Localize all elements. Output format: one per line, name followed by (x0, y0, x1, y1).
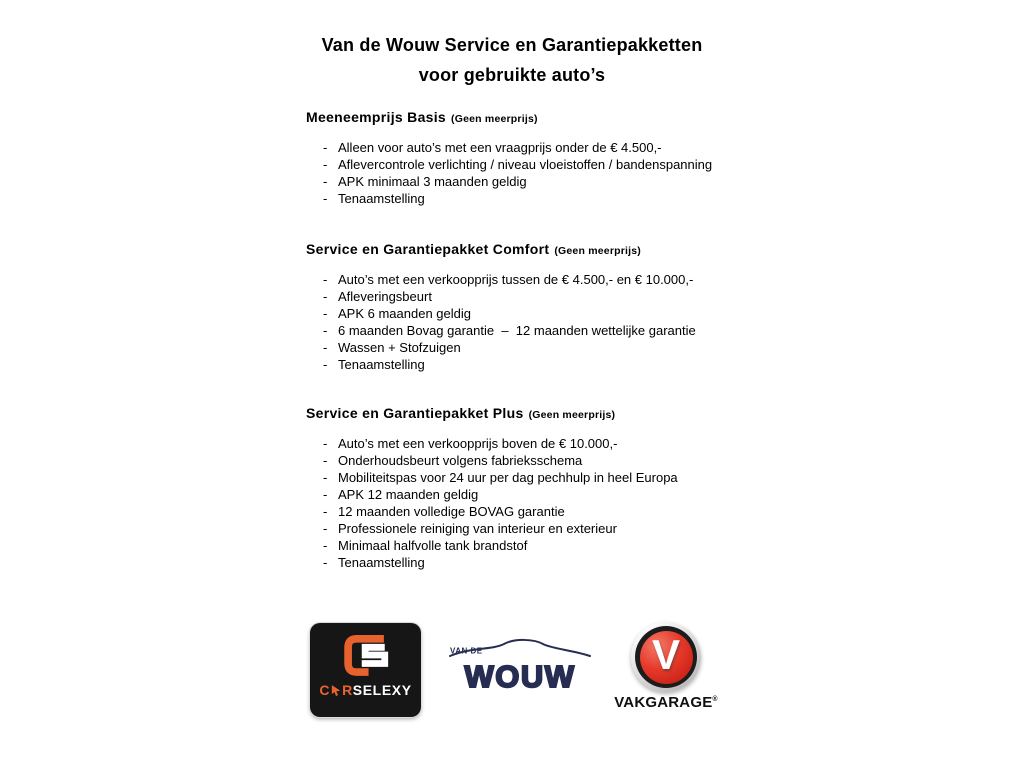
carselexy-logo (310, 623, 421, 717)
list-item: - Tenaamstelling (306, 190, 746, 207)
section-heading (306, 108, 746, 128)
logo-row (306, 620, 718, 720)
list-item: - Mobiliteitspas voor 24 uur per dag pechhulp in heel Europa (306, 469, 746, 486)
section-garantiepakket-comfort (306, 240, 746, 373)
section-title: Service en Garantiepakket Plus (306, 405, 524, 421)
feature-list (306, 435, 746, 571)
wordmark-letter-r: R (342, 682, 353, 698)
list-item: - Onderhoudsbeurt volgens fabrieksschema (306, 452, 746, 469)
list-item: - Professionele reiniging van interieur en exterieur (306, 520, 746, 537)
van-de-wouw-wordmark (446, 637, 594, 695)
cursor-icon (331, 684, 341, 697)
section-meeneemprijs-basis (306, 108, 746, 207)
list-item: - Aflevercontrole verlichting / niveau vloeistoffen / bandenspanning (306, 156, 746, 173)
vakgarage-v-monogram: V (651, 631, 680, 678)
carselexy-wordmark (319, 683, 411, 697)
document-header (0, 30, 1024, 90)
list-item: - Tenaamstelling (306, 554, 746, 571)
list-item: - Afleveringsbeurt (306, 288, 746, 305)
badge-black-ring (635, 626, 697, 688)
section-heading (306, 240, 746, 260)
list-item: - 6 maanden Bovag garantie – 12 maanden wettelijke garantie (306, 322, 746, 339)
list-item: - Alleen voor auto’s met een vraagprijs onder de € 4.500,- (306, 139, 746, 156)
wordmark-rest: SELEXY (352, 682, 412, 698)
vakgarage-logo (614, 620, 718, 716)
van-de-wouw-logo (446, 637, 594, 695)
list-item: - APK 6 maanden geldig (306, 305, 746, 322)
list-item: - Wassen + Stofzuigen (306, 339, 746, 356)
section-heading (306, 404, 746, 424)
section-note: (Geen meerprijs) (451, 113, 538, 125)
list-item: - Minimaal halfvolle tank brandstof (306, 537, 746, 554)
vakgarage-badge-icon (631, 622, 701, 692)
section-title: Meeneemprijs Basis (306, 109, 447, 125)
list-item: - Auto’s met een verkoopprijs boven de € 10.000,- (306, 435, 746, 452)
badge-red-face (640, 631, 693, 684)
section-garantiepakket-plus (306, 404, 746, 571)
section-title: Service en Garantiepakket Comfort (306, 241, 550, 257)
carselexy-cs-monogram-icon (337, 632, 395, 678)
page-title-line-1: Van de Wouw Service en Garantiepakketten (321, 35, 703, 55)
wordmark-letter-c: C (319, 682, 331, 698)
wordmark-wouw: WOUW (464, 659, 576, 694)
section-note: (Geen meerprijs) (554, 245, 641, 257)
section-note: (Geen meerprijs) (528, 409, 616, 421)
list-item: - Auto’s met een verkoopprijs tussen de € 4.500,- en € 10.000,- (306, 271, 746, 288)
list-item: - 12 maanden volledige BOVAG garantie (306, 503, 746, 520)
list-item: - Tenaamstelling (306, 356, 746, 373)
feature-list (306, 139, 746, 207)
registered-trademark-symbol: ® (712, 696, 718, 703)
wordmark-text: VAKGARAGE (614, 694, 713, 711)
list-item: - APK minimaal 3 maanden geldig (306, 173, 746, 190)
page-title-line-2: voor gebruikte auto’s (418, 65, 606, 85)
list-item: - APK 12 maanden geldig (306, 486, 746, 503)
wordmark-van-de: VAN DE (450, 646, 483, 656)
vakgarage-wordmark (614, 695, 718, 710)
feature-list (306, 271, 746, 373)
